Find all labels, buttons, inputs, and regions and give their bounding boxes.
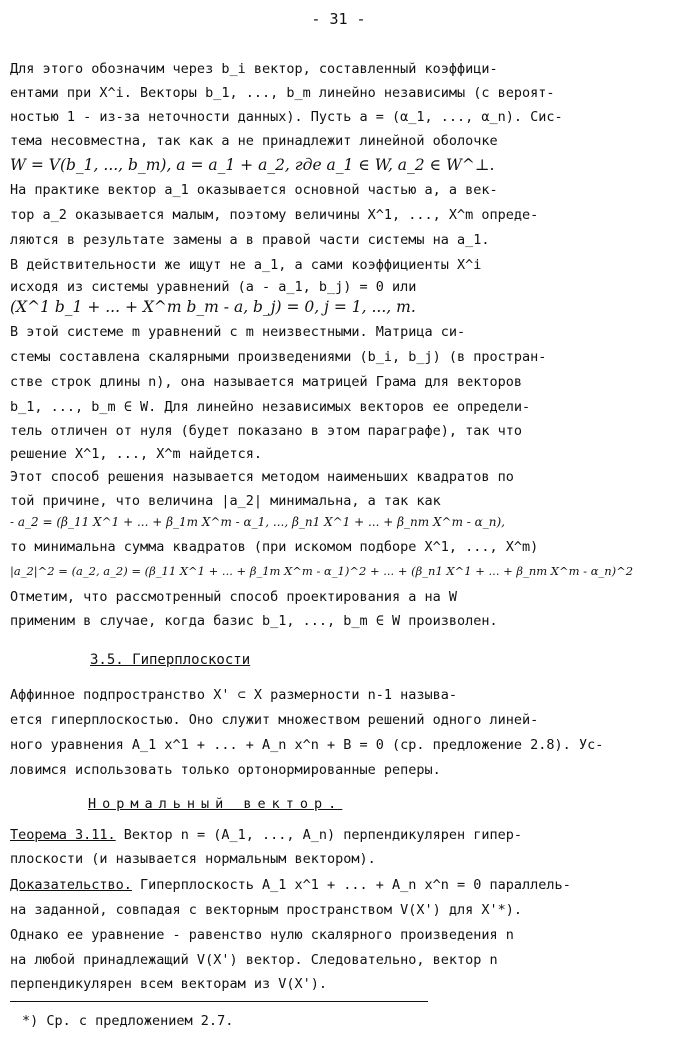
proof-label: Доказательство.	[10, 877, 132, 893]
proof-text: Гиперплоскость A_1 x^1 + ... + A_n x^n = 0 параллель-	[131, 877, 571, 893]
text-line: ного уравнения A_1 x^1 + ... + A_n x^n + B = 0 (ср. предложение 2.8). Ус-	[10, 737, 604, 753]
text-line: тор a_2 оказывается малым, поэтому величины X^1, ..., X^m опреде-	[10, 207, 539, 223]
section-title: 3.5. Гиперплоскости	[90, 652, 251, 668]
text-line: Для этого обозначим через b_i вектор, составленный коэффици-	[10, 61, 498, 77]
formula-line: (X^1 b_1 + ... + X^m b_m - a, b_j) = 0, j = 1, ..., m.	[10, 298, 416, 316]
text-line: Аффинное подпространство X' ⊂ X размерности n-1 называ-	[10, 687, 458, 703]
formula-line: - a_2 = (β_11 X^1 + ... + β_1m X^m - α_1, ..., β_n1 X^1 + ... + β_nm X^m - α_n),	[10, 515, 505, 529]
text-line: той причине, что величина |a_2| минимальна, а так как	[10, 493, 441, 509]
text-line: применим в случае, когда базис b_1, ..., b_m ∈ W произволен.	[10, 613, 498, 629]
text-line: исходя из системы уравнений (a - a_1, b_j) = 0 или	[10, 279, 417, 295]
text-line: В этой системе m уравнений с m неизвестными. Матрица си-	[10, 324, 466, 340]
text-line: плоскости (и называется нормальным вектором).	[10, 851, 376, 867]
text-line: Этот способ решения называется методом наименьших квадратов по	[10, 469, 514, 485]
text-line: Однако ее уравнение - равенство нулю скалярного произведения n	[10, 927, 514, 943]
text-line: стве строк длины n), она называется матрицей Грама для векторов	[10, 374, 523, 390]
text-line: на любой принадлежащий V(X') вектор. Следовательно, вектор n	[10, 952, 498, 968]
text-line: ловимся использовать только ортонормированные реперы.	[10, 762, 441, 778]
proof-line	[10, 876, 670, 894]
page-number: - 31 -	[311, 10, 366, 28]
text-line: тема несовместна, так как a не принадлежит линейной оболочке	[10, 133, 498, 149]
text-line: b_1, ..., b_m ∈ W. Для линейно независимых векторов ее определи-	[10, 399, 531, 415]
footnote-rule	[10, 1001, 428, 1002]
text-line: стемы составлена скалярными произведениями (b_i, b_j) (в простран-	[10, 349, 547, 365]
text-line: тель отличен от нуля (будет показано в этом параграфе), так что	[10, 423, 523, 439]
theorem-label: Теорема 3.11.	[10, 827, 116, 843]
text-line: ностью 1 - из-за неточности данных). Пусть a = (α_1, ..., α_n). Сис-	[10, 109, 563, 125]
text-line: ется гиперплоскостью. Оно служит множеством решений одного линей-	[10, 712, 539, 728]
subheading	[88, 795, 677, 813]
text-line: перпендикулярен всем векторам из V(X').	[10, 976, 327, 992]
theorem-line	[10, 826, 670, 844]
text-line: решение X^1, ..., X^m найдется.	[10, 446, 262, 462]
theorem-text: Вектор n = (A_1, ..., A_n) перпендикулярен гипер-	[115, 827, 523, 843]
text-line: В действительности же ищут не a_1, а сами коэффициенты X^i	[10, 257, 482, 273]
text-line: ляются в результате замены a в правой части системы на a_1.	[10, 232, 490, 248]
text-line: ентами при X^i. Векторы b_1, ..., b_m линейно независимы (с вероят-	[10, 85, 555, 101]
formula-line: W = V(b_1, ..., b_m), a = a_1 + a_2, где a_1 ∈ W, a_2 ∈ W^⊥.	[10, 156, 495, 174]
formula-line: |a_2|^2 = (a_2, a_2) = (β_11 X^1 + ... + β_1m X^m - α_1)^2 + ... + (β_n1 X^1 + ... + β_nm X^m - α_n)^2	[10, 564, 634, 578]
text-line: На практике вектор a_1 оказывается основной частью a, а век-	[10, 182, 498, 198]
footnote: *) Ср. с предложением 2.7.	[22, 1013, 234, 1029]
text-line: Отметим, что рассмотренный способ проектирования a на W	[10, 589, 458, 605]
subheading-text: Нормальный вектор.	[88, 796, 343, 812]
text-line: на заданной, совпадая с векторным пространством V(X') для X'*).	[10, 902, 523, 918]
text-line: то минимальна сумма квадратов (при искомом подборе X^1, ..., X^m)	[10, 539, 539, 555]
